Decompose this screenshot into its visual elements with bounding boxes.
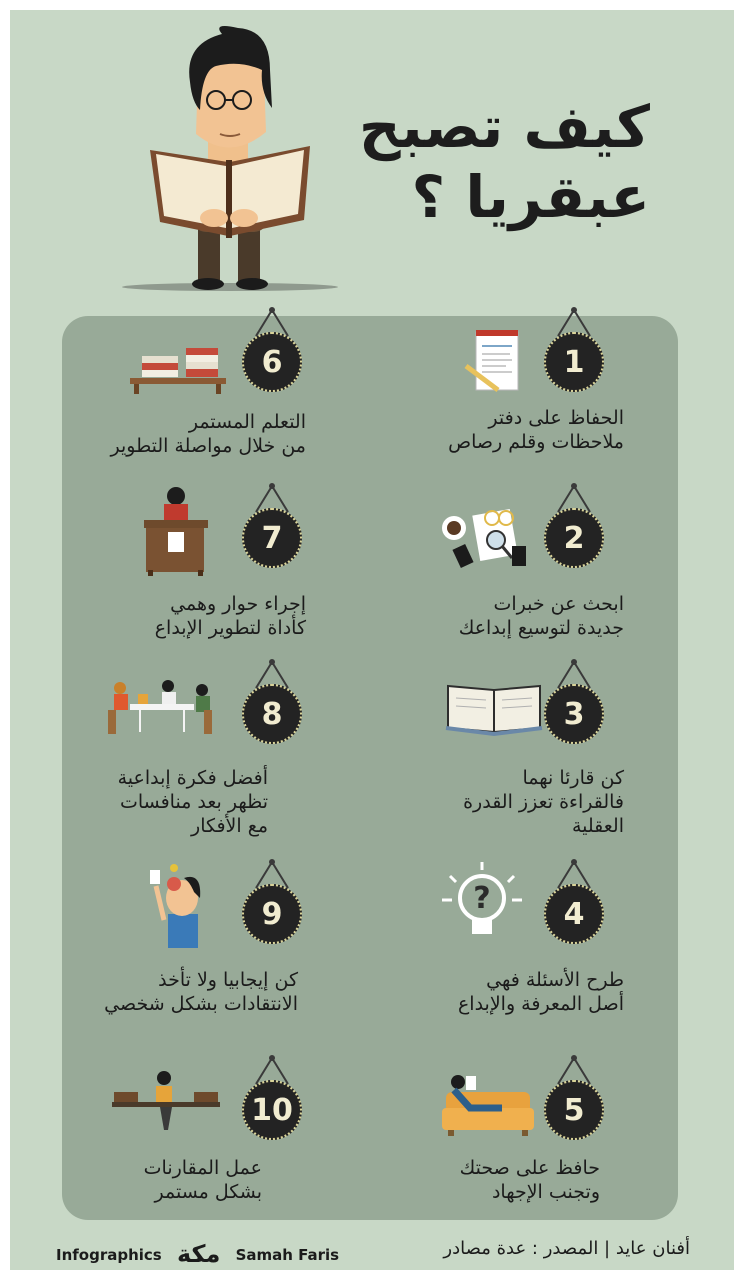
tip-line-1: أفضل فكرة إبداعية [117, 767, 268, 789]
tip-text [458, 968, 624, 1016]
tip-line-1: ابحث عن خبرات [493, 593, 624, 615]
badge-number: 2 [544, 508, 604, 568]
tip-text [448, 406, 624, 454]
title-line-2: عبقريا ؟ [411, 163, 650, 231]
badge-number: 3 [544, 684, 604, 744]
number-badge [544, 658, 608, 750]
seesaw-person-icon [110, 1060, 222, 1155]
badge-number: 9 [242, 884, 302, 944]
tip-text [463, 766, 624, 838]
tip-text [460, 1156, 600, 1204]
tip-line-2: ملاحظات وقلم رصاص [448, 431, 624, 453]
lightbulb-question-icon [426, 860, 538, 955]
tip-line-2: الانتقادات بشكل شخصي [104, 993, 298, 1015]
tip-line-3: مع الأفكار [191, 815, 268, 837]
tip-line-1: عمل المقارنات [143, 1157, 262, 1179]
tip-line-1: كن إيجابيا ولا تأخذ [158, 969, 298, 991]
svg-text:?: ? [473, 881, 491, 916]
person-desk-icon [126, 482, 238, 577]
tip-line-2: جديدة لتوسيع إبداعك [458, 617, 624, 639]
badge-number: 4 [544, 884, 604, 944]
tip-line-2: فالقراءة تعزز القدرة [463, 791, 624, 813]
tip-text [155, 592, 306, 640]
makkah-logo: مكة [176, 1240, 221, 1268]
tip-line-3: العقلية [571, 815, 624, 837]
badge-number: 8 [242, 684, 302, 744]
page-title [310, 92, 650, 232]
tip-line-2: وتجنب الإجهاد [491, 1181, 600, 1203]
tip-line-1: حافظ على صحتك [459, 1157, 600, 1179]
number-badge [242, 858, 306, 950]
thinking-person-icon [128, 858, 240, 953]
footer-credits [56, 1240, 339, 1268]
magnifier-papers-icon [436, 494, 548, 589]
number-badge [544, 1054, 608, 1146]
badge-number: 6 [242, 332, 302, 392]
tip-line-1: التعلم المستمر [188, 411, 306, 433]
infographics-label: Infographics [56, 1246, 162, 1264]
badge-number: 7 [242, 508, 302, 568]
number-badge [544, 482, 608, 574]
tip-line-1: الحفاظ على دفتر [488, 407, 624, 429]
books-shelf-icon [124, 326, 236, 421]
number-badge [242, 658, 306, 750]
number-badge [242, 482, 306, 574]
badge-number: 5 [544, 1080, 604, 1140]
number-badge [544, 306, 608, 398]
tip-text [110, 410, 306, 458]
footer-source: أفنان عايد | المصدر : عدة مصادر [443, 1238, 690, 1259]
tip-text [459, 592, 624, 640]
sofa-reading-icon [440, 1068, 552, 1163]
number-badge [544, 858, 608, 950]
tip-line-2: تظهر بعد منافسات [119, 791, 268, 813]
open-book-icon [440, 670, 552, 765]
tip-line-2: من خلال مواصلة التطوير [110, 435, 306, 457]
tip-line-1: كن قارئا نهما [522, 767, 624, 789]
designer-name: Samah Faris [235, 1246, 340, 1264]
tip-line-2: كأداة لتطوير الإبداع [154, 617, 306, 639]
tip-text [118, 766, 268, 838]
tip-line-2: بشكل مستمر [154, 1181, 262, 1203]
title-line-1: كيف تصبح [358, 93, 650, 161]
badge-number: 10 [242, 1080, 302, 1140]
number-badge [242, 1054, 306, 1146]
tip-line-1: إجراء حوار وهمي [170, 593, 306, 615]
tip-line-1: طرح الأسئلة فهي [486, 969, 624, 991]
badge-number: 1 [544, 332, 604, 392]
tip-text [104, 968, 298, 1016]
tip-text [144, 1156, 262, 1204]
number-badge [242, 306, 306, 398]
meeting-table-icon [104, 670, 216, 765]
tip-line-2: أصل المعرفة والإبداع [457, 993, 624, 1015]
